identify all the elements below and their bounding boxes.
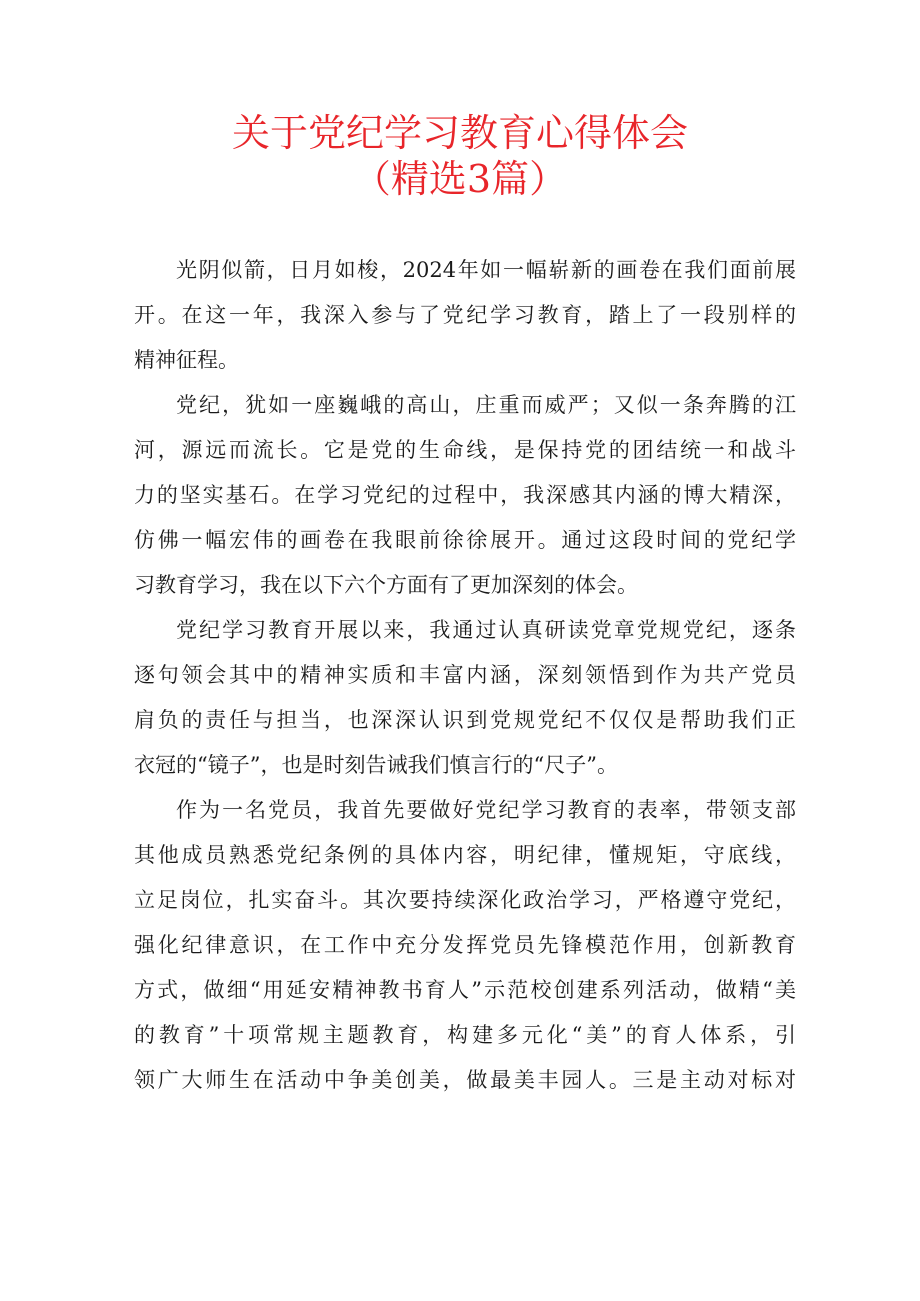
document-body — [134, 248, 796, 1103]
body-line: 河，源远而流长。它是党的生命线，是保持党的团结统一和战斗 — [134, 438, 796, 462]
body-line: 仿佛一幅宏伟的画卷在我眼前徐徐展开。通过这段时间的党纪学 — [134, 528, 796, 552]
document-title: 关于党纪学习教育心得体会 — [231, 111, 688, 155]
body-line: 肩负的责任与担当，也深深认识到党规党纪不仅仅是帮助我们正 — [134, 708, 796, 732]
body-line: 习教育学习，我在以下六个方面有了更加深刻的体会。 — [134, 573, 638, 597]
body-line: 的教育”十项常规主题教育，构建多元化“美”的育人体系，引 — [134, 1023, 796, 1047]
body-line: 其他成员熟悉党纪条例的具体内容，明纪律，懂规矩，守底线， — [134, 843, 796, 867]
body-line: 精神征程。 — [134, 348, 239, 372]
body-line: 光阴似箭，日月如梭，2024年如一幅崭新的画卷在我们面前展 — [176, 258, 796, 282]
body-line: 衣冠的“镜子”，也是时刻告诫我们慎言行的“尺子”。 — [134, 753, 618, 777]
body-line: 党纪学习教育开展以来，我通过认真研读党章党规党纪，逐条 — [176, 618, 796, 642]
body-line: 作为一名党员，我首先要做好党纪学习教育的表率，带领支部 — [176, 798, 796, 822]
body-line: 逐句领会其中的精神实质和丰富内涵，深刻领悟到作为共产党员 — [134, 663, 796, 687]
body-line: 力的坚实基石。在学习党纪的过程中，我深感其内涵的博大精深， — [134, 483, 796, 507]
body-line: 领广大师生在活动中争美创美，做最美丰园人。三是主动对标对 — [134, 1068, 796, 1092]
document-subtitle: （精选3篇） — [352, 157, 568, 201]
body-line: 方式，做细“用延安精神教书育人”示范校创建系列活动，做精“美 — [134, 978, 796, 1002]
body-line: 开。在这一年，我深入参与了党纪学习教育，踏上了一段别样的 — [134, 303, 796, 327]
body-line: 强化纪律意识，在工作中充分发挥党员先锋模范作用，创新教育 — [134, 933, 796, 957]
body-line: 立足岗位，扎实奋斗。其次要持续深化政治学习，严格遵守党纪， — [134, 888, 796, 912]
body-line: 党纪，犹如一座巍峨的高山，庄重而威严；又似一条奔腾的江 — [176, 393, 796, 417]
